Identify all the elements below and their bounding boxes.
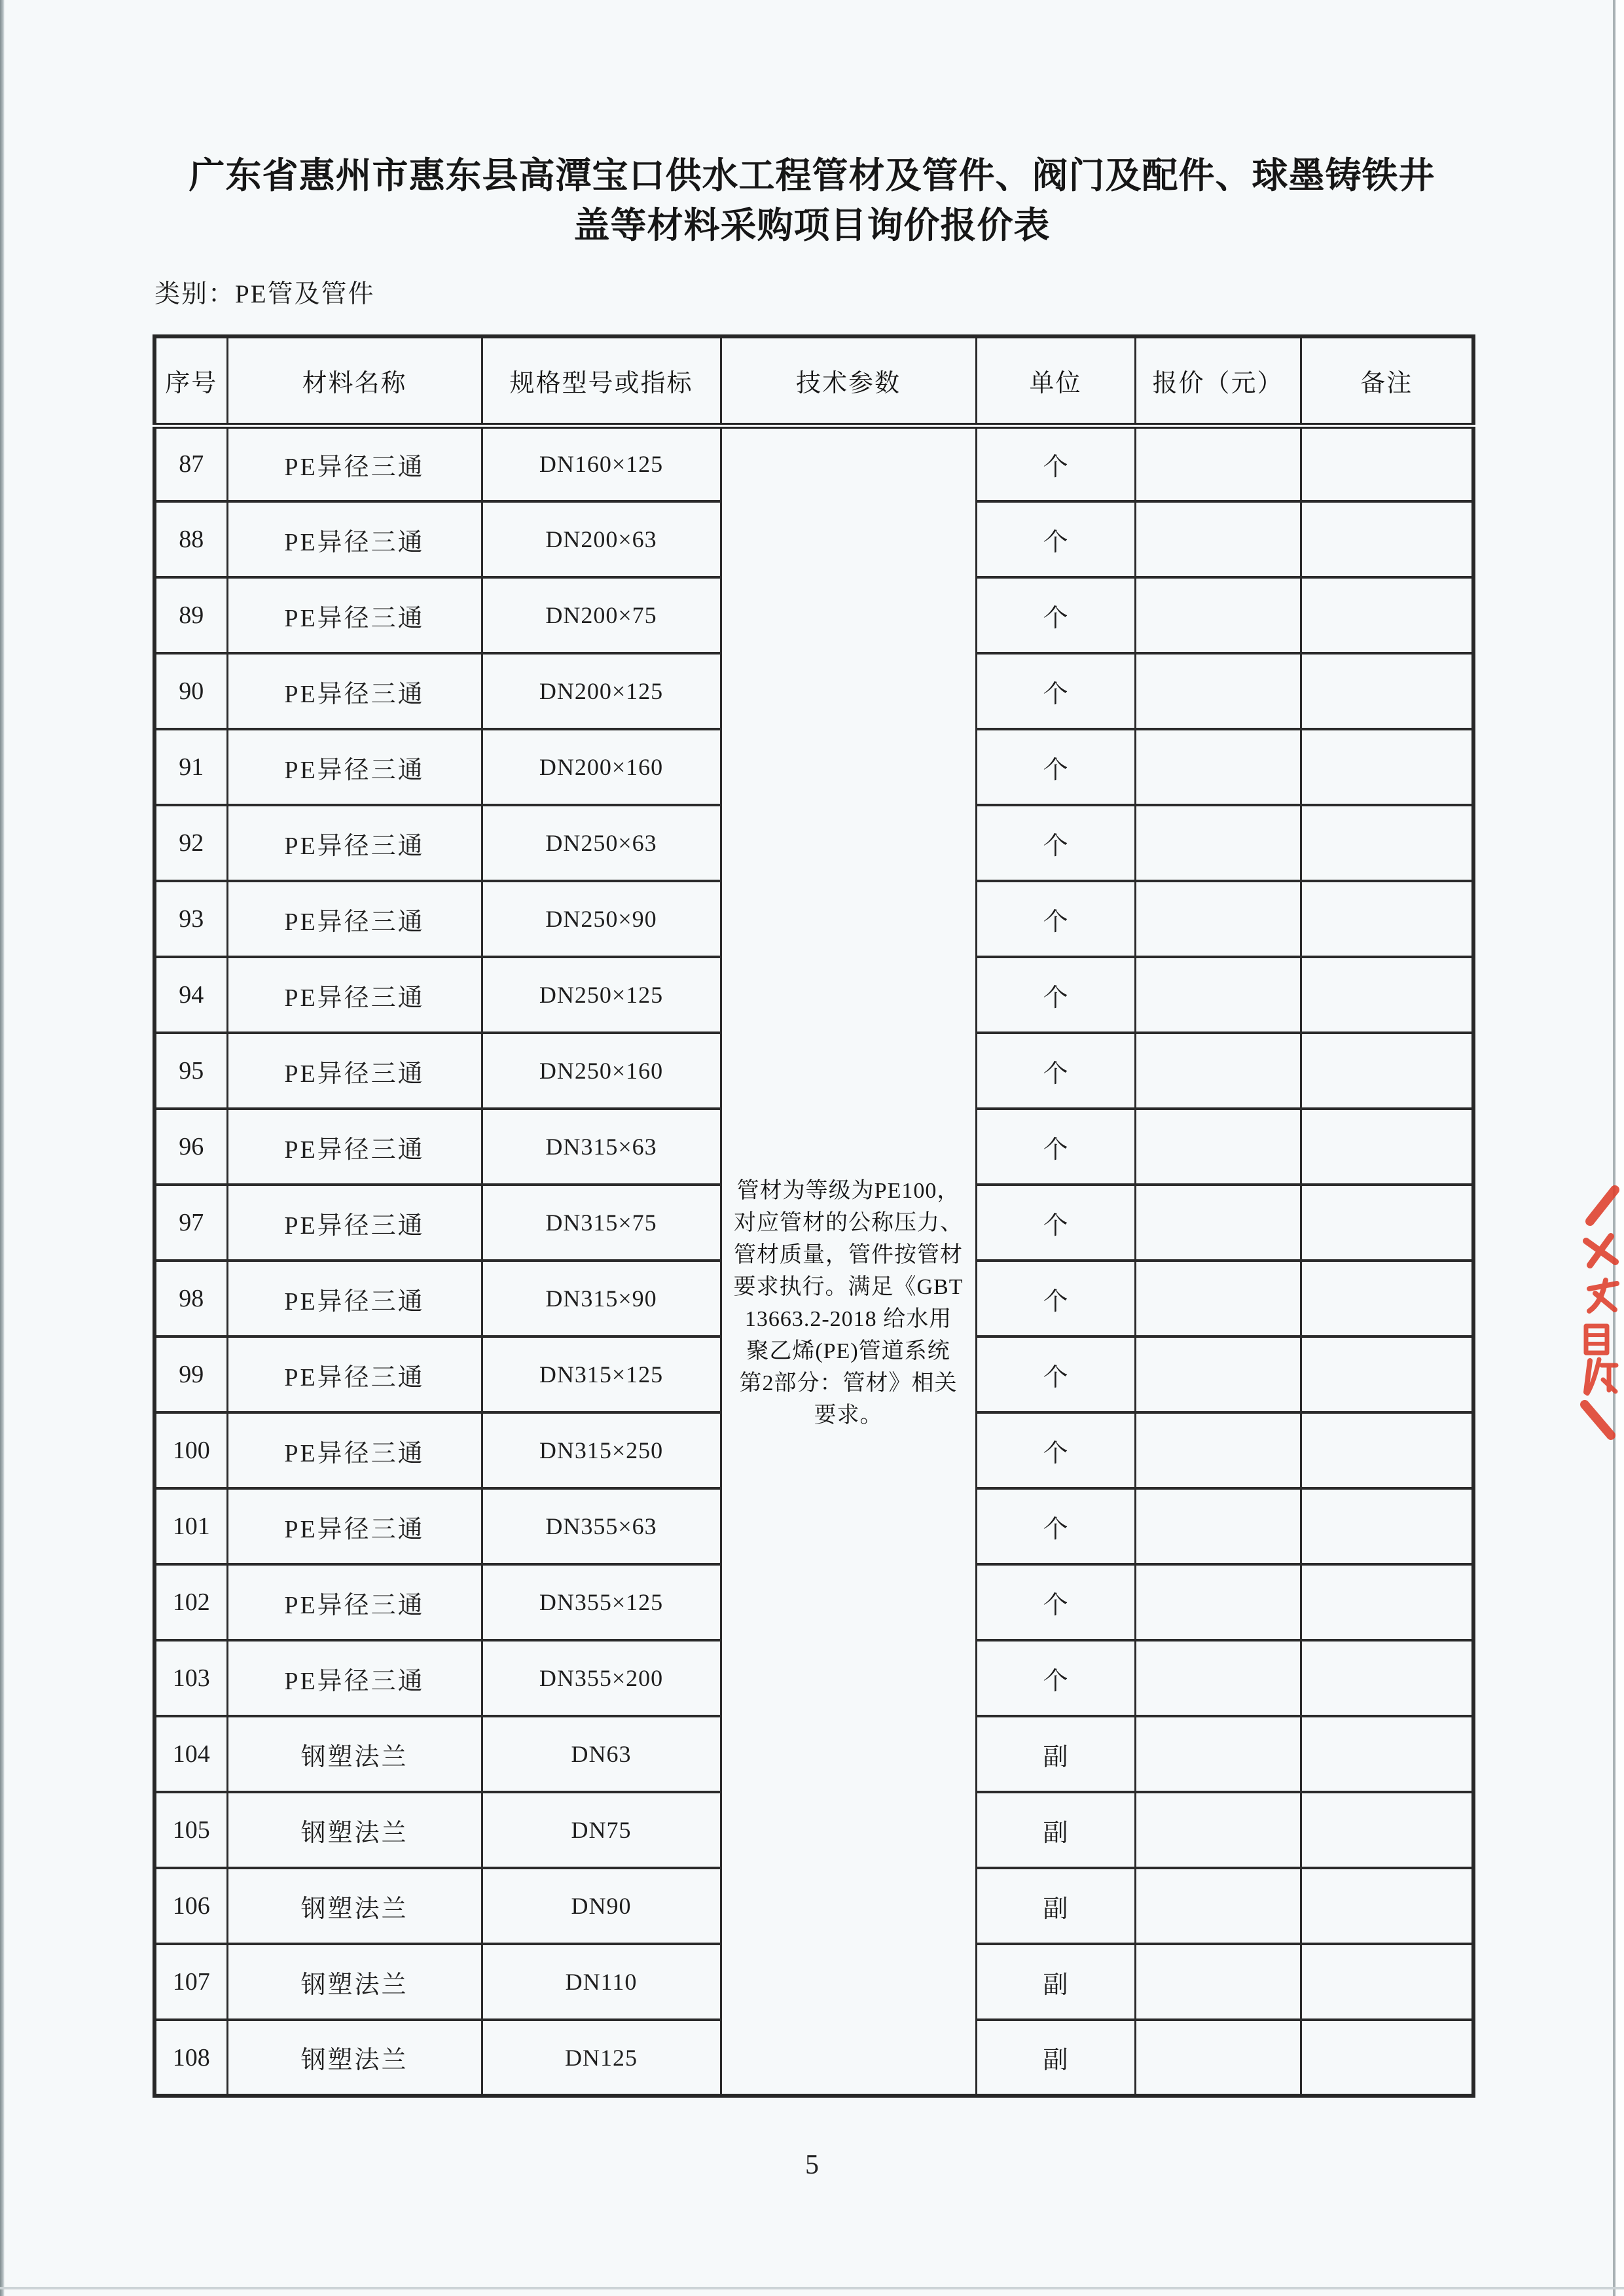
material-name-cell: PE异径三通 (227, 1564, 482, 1640)
price-cell (1135, 653, 1301, 729)
header-cell: 规格型号或指标 (482, 336, 721, 425)
serial-number-cell: 92 (154, 805, 227, 881)
unit-cell: 个 (976, 577, 1135, 653)
unit-cell: 个 (976, 1033, 1135, 1109)
remark-cell (1301, 957, 1473, 1033)
scan-edge-left (0, 0, 5, 2296)
spec-cell: DN63 (482, 1716, 721, 1792)
serial-number-cell: 88 (154, 501, 227, 577)
remark-cell (1301, 1716, 1473, 1792)
material-name-cell: 钢塑法兰 (227, 1716, 482, 1792)
serial-number-cell: 95 (154, 1033, 227, 1109)
price-cell (1135, 1185, 1301, 1261)
price-cell (1135, 425, 1301, 501)
remark-cell (1301, 1033, 1473, 1109)
remark-cell (1301, 1336, 1473, 1412)
serial-number-cell: 89 (154, 577, 227, 653)
unit-cell: 副 (976, 1944, 1135, 2020)
serial-number-cell: 107 (154, 1944, 227, 2020)
material-name-cell: PE异径三通 (227, 1033, 482, 1109)
category-label: 类别：PE管及管件 (154, 280, 375, 308)
price-cell (1135, 1716, 1301, 1792)
price-cell (1135, 501, 1301, 577)
unit-cell: 个 (976, 501, 1135, 577)
serial-number-cell: 100 (154, 1412, 227, 1488)
unit-cell: 个 (976, 881, 1135, 957)
remark-cell (1301, 1640, 1473, 1716)
page-title-line2: 盖等材料采购项目询价报价表 (573, 205, 1051, 245)
price-cell (1135, 1261, 1301, 1336)
material-name-cell: 钢塑法兰 (227, 1792, 482, 1868)
spec-cell: DN315×90 (482, 1261, 721, 1336)
material-name-cell: PE异径三通 (227, 1185, 482, 1261)
spec-cell: DN110 (482, 1944, 721, 2020)
material-name-cell: PE异径三通 (227, 957, 482, 1033)
remark-cell (1301, 1185, 1473, 1261)
unit-cell: 个 (976, 729, 1135, 805)
serial-number-cell: 93 (154, 881, 227, 957)
material-name-cell: PE异径三通 (227, 1109, 482, 1185)
material-name-cell: PE异径三通 (227, 1488, 482, 1564)
serial-number-cell: 91 (154, 729, 227, 805)
table-row (154, 425, 1473, 501)
scan-edge-bottom (0, 2287, 1624, 2289)
serial-number-cell: 98 (154, 1261, 227, 1336)
price-cell (1135, 577, 1301, 653)
price-cell (1135, 957, 1301, 1033)
remark-cell (1301, 1488, 1473, 1564)
remark-cell (1301, 1792, 1473, 1868)
unit-cell: 副 (976, 2020, 1135, 2096)
unit-cell: 个 (976, 1488, 1135, 1564)
price-cell (1135, 1868, 1301, 1944)
price-cell (1135, 1944, 1301, 2020)
price-cell (1135, 881, 1301, 957)
serial-number-cell: 99 (154, 1336, 227, 1412)
header-cell: 报价（元） (1135, 336, 1301, 425)
unit-cell: 个 (976, 1261, 1135, 1336)
serial-number-cell: 101 (154, 1488, 227, 1564)
spec-cell: DN250×125 (482, 957, 721, 1033)
material-name-cell: PE异径三通 (227, 729, 482, 805)
price-cell (1135, 805, 1301, 881)
price-cell (1135, 1109, 1301, 1185)
material-name-cell: PE异径三通 (227, 1640, 482, 1716)
remark-cell (1301, 1868, 1473, 1944)
remark-cell (1301, 425, 1473, 501)
spec-cell: DN200×63 (482, 501, 721, 577)
page-title-line1: 广东省惠州市惠东县高潭宝口供水工程管材及管件、阀门及配件、球墨铸铁井 (189, 155, 1435, 196)
header-cell: 单位 (976, 336, 1135, 425)
spec-cell: DN75 (482, 1792, 721, 1868)
page-title (0, 151, 1624, 250)
unit-cell: 个 (976, 805, 1135, 881)
spec-cell: DN315×250 (482, 1412, 721, 1488)
spec-cell: DN315×75 (482, 1185, 721, 1261)
unit-cell: 个 (976, 1185, 1135, 1261)
serial-number-cell: 90 (154, 653, 227, 729)
header-cell: 技术参数 (721, 336, 976, 425)
price-cell (1135, 1033, 1301, 1109)
spec-cell: DN250×90 (482, 881, 721, 957)
scan-edge-right (1613, 0, 1615, 2296)
serial-number-cell: 105 (154, 1792, 227, 1868)
remark-cell (1301, 1944, 1473, 2020)
remark-cell (1301, 805, 1473, 881)
table-body (154, 425, 1473, 2096)
serial-number-cell: 87 (154, 425, 227, 501)
unit-cell: 个 (976, 1109, 1135, 1185)
serial-number-cell: 108 (154, 2020, 227, 2096)
price-cell (1135, 2020, 1301, 2096)
material-name-cell: PE异径三通 (227, 1336, 482, 1412)
spec-cell: DN90 (482, 1868, 721, 1944)
unit-cell: 个 (976, 1564, 1135, 1640)
spec-cell: DN200×160 (482, 729, 721, 805)
serial-number-cell: 102 (154, 1564, 227, 1640)
table-header-row (154, 336, 1473, 425)
remark-cell (1301, 577, 1473, 653)
spec-cell: DN315×125 (482, 1336, 721, 1412)
price-cell (1135, 1564, 1301, 1640)
remark-cell (1301, 1564, 1473, 1640)
spec-cell: DN355×63 (482, 1488, 721, 1564)
remark-cell (1301, 2020, 1473, 2096)
serial-number-cell: 106 (154, 1868, 227, 1944)
material-name-cell: PE异径三通 (227, 425, 482, 501)
page-number: 5 (805, 2150, 819, 2180)
unit-cell: 副 (976, 1868, 1135, 1944)
price-cell (1135, 1412, 1301, 1488)
material-name-cell: PE异径三通 (227, 1261, 482, 1336)
unit-cell: 个 (976, 1640, 1135, 1716)
spec-cell: DN355×125 (482, 1564, 721, 1640)
unit-cell: 个 (976, 425, 1135, 501)
spec-cell: DN315×63 (482, 1109, 721, 1185)
tech-note: 管材为等级为PE100， 对应管材的公称压力、 管材质量，管件按管材 要求执行。满足《GBT 13663.2-2018 给水用 聚乙烯(PE)管道系统 第2部分：管材》相关 要求。 (733, 1178, 964, 1427)
material-name-cell: 钢塑法兰 (227, 2020, 482, 2096)
serial-number-cell: 94 (154, 957, 227, 1033)
header-cell: 材料名称 (227, 336, 482, 425)
price-cell (1135, 1488, 1301, 1564)
remark-cell (1301, 653, 1473, 729)
unit-cell: 个 (976, 653, 1135, 729)
scan-edge-right-paper (1615, 0, 1624, 2296)
remark-cell (1301, 1109, 1473, 1185)
spec-cell: DN250×63 (482, 805, 721, 881)
remark-cell (1301, 1412, 1473, 1488)
remark-cell (1301, 1261, 1473, 1336)
header-cell: 备注 (1301, 336, 1473, 425)
tech-params-cell (721, 425, 976, 2096)
spec-cell: DN200×125 (482, 653, 721, 729)
price-table (153, 334, 1475, 2098)
unit-cell: 个 (976, 957, 1135, 1033)
unit-cell: 个 (976, 1412, 1135, 1488)
serial-number-cell: 97 (154, 1185, 227, 1261)
price-cell (1135, 1640, 1301, 1716)
spec-cell: DN200×75 (482, 577, 721, 653)
remark-cell (1301, 501, 1473, 577)
unit-cell: 副 (976, 1716, 1135, 1792)
remark-cell (1301, 729, 1473, 805)
spec-cell: DN160×125 (482, 425, 721, 501)
header-cell: 序号 (154, 336, 227, 425)
spec-cell: DN355×200 (482, 1640, 721, 1716)
spec-cell: DN125 (482, 2020, 721, 2096)
price-cell (1135, 1336, 1301, 1412)
material-name-cell: PE异径三通 (227, 653, 482, 729)
serial-number-cell: 104 (154, 1716, 227, 1792)
unit-cell: 副 (976, 1792, 1135, 1868)
material-name-cell: PE异径三通 (227, 577, 482, 653)
material-name-cell: PE异径三通 (227, 1412, 482, 1488)
price-cell (1135, 729, 1301, 805)
price-cell (1135, 1792, 1301, 1868)
material-name-cell: 钢塑法兰 (227, 1868, 482, 1944)
serial-number-cell: 103 (154, 1640, 227, 1716)
red-seal-stamp (1552, 1178, 1624, 1453)
material-name-cell: PE异径三通 (227, 501, 482, 577)
unit-cell: 个 (976, 1336, 1135, 1412)
material-name-cell: 钢塑法兰 (227, 1944, 482, 2020)
material-name-cell: PE异径三通 (227, 805, 482, 881)
remark-cell (1301, 881, 1473, 957)
material-name-cell: PE异径三通 (227, 881, 482, 957)
spec-cell: DN250×160 (482, 1033, 721, 1109)
serial-number-cell: 96 (154, 1109, 227, 1185)
